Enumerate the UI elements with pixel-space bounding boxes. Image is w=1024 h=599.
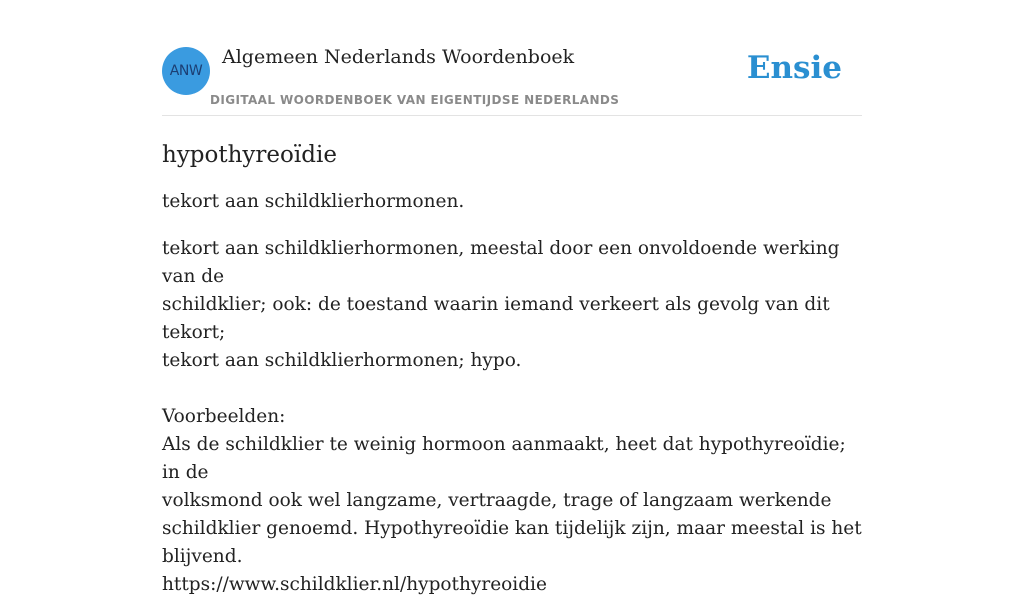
- definition-line: tekort aan schildklierhormonen; hypo.: [162, 350, 522, 371]
- example-line: volksmond ook wel langzame, vertraagde, trage of langzaam werkende: [162, 490, 832, 511]
- example-line: Als de schildklier te weinig hormoon aanmaakt, heet dat hypothyreoïdie; in de: [162, 434, 846, 483]
- source-link-text[interactable]: https://www.schildklier.nl/hypothyreoidie: [162, 574, 547, 595]
- logo-text: ANW: [169, 63, 203, 79]
- example-line: schildklier genoemd. Hypothyreoïdie kan tijdelijk zijn, maar meestal is het: [162, 518, 862, 539]
- entry-term: hypothyreoïdie: [162, 142, 337, 168]
- ensie-brand-logo[interactable]: Ensie: [746, 50, 842, 86]
- spacer: [162, 375, 862, 403]
- examples-heading: Voorbeelden:: [162, 406, 286, 427]
- definition-line: tekort aan schildklierhormonen, meestal door een onvoldoende werking van de: [162, 238, 840, 287]
- definition-line: schildklier; ook: de toestand waarin iemand verkeert als gevolg van dit tekort;: [162, 294, 830, 343]
- site-subtitle: DIGITAAL WOORDENBOEK VAN EIGENTIJDSE NEDERLANDS: [210, 93, 620, 107]
- site-title[interactable]: Algemeen Nederlands Woordenboek: [222, 46, 575, 68]
- example-line: blijvend.: [162, 546, 243, 567]
- full-definition: [162, 235, 862, 599]
- anw-logo[interactable]: [162, 47, 210, 95]
- source-link[interactable]: [162, 571, 862, 599]
- site-header: [162, 40, 862, 116]
- entry-content: [162, 138, 862, 599]
- short-definition: tekort aan schildklierhormonen.: [162, 191, 465, 212]
